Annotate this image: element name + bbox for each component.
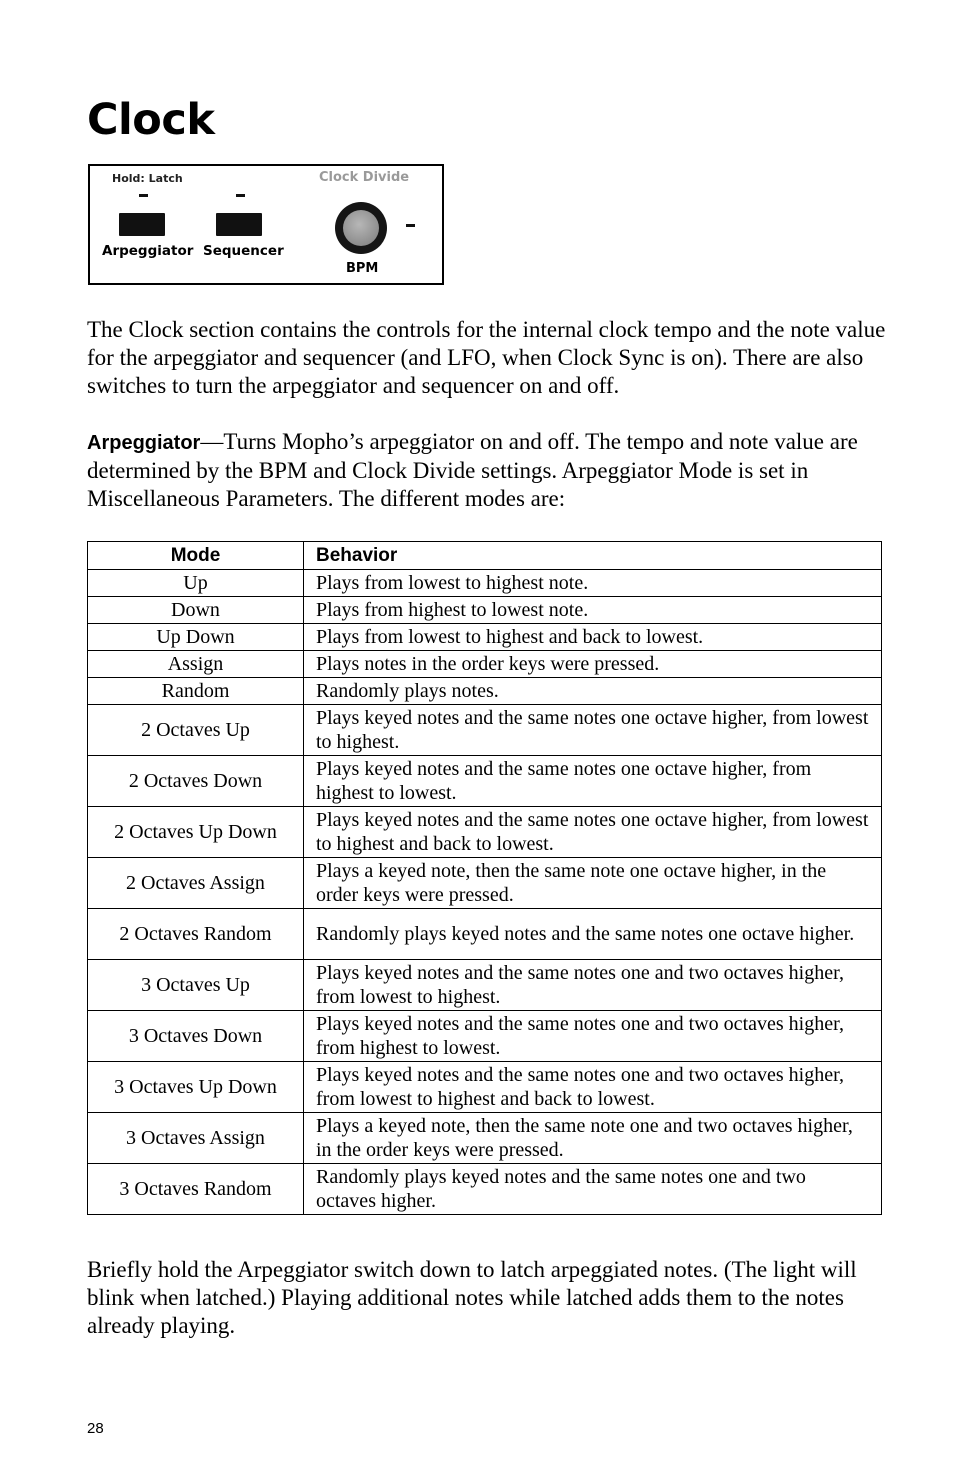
table-row (88, 678, 882, 705)
mode-cell: Up (88, 570, 304, 597)
header-behavior: Behavior (304, 542, 882, 570)
mode-cell: 2 Octaves Up (88, 705, 304, 756)
arpeggiator-modes-table (87, 541, 882, 1215)
behavior-cell: Plays keyed notes and the same notes one octave higher, from lowest to highest. (304, 705, 882, 756)
behavior-cell: Plays keyed notes and the same notes one and two octaves higher, from lowest to highest. (304, 960, 882, 1011)
mode-cell: 2 Octaves Random (88, 909, 304, 960)
behavior-cell: Plays from lowest to highest note. (304, 570, 882, 597)
behavior-cell: Plays keyed notes and the same notes one and two octaves higher, from lowest to highest and back to lowest. (304, 1062, 882, 1113)
page-number: 28 (87, 1420, 104, 1437)
behavior-cell: Plays from lowest to highest and back to lowest. (304, 624, 882, 651)
mode-cell: Random (88, 678, 304, 705)
arpeggiator-term: Arpeggiator (87, 432, 201, 454)
behavior-cell: Plays keyed notes and the same notes one octave higher, from highest to lowest. (304, 756, 882, 807)
latch-paragraph: Briefly hold the Arpeggiator switch down to latch arpeggiated notes. (The light will blink when latched.) Playing additional notes while latched adds them to the notes already playing. (87, 1257, 857, 1338)
behavior-cell: Plays a keyed note, then the same note one and two octaves higher, in the order keys were pressed. (304, 1113, 882, 1164)
clock-led (406, 224, 415, 227)
behavior-cell: Randomly plays keyed notes and the same notes one octave higher. (304, 909, 882, 960)
table-row (88, 624, 882, 651)
bpm-label: BPM (346, 261, 379, 276)
behavior-cell: Plays keyed notes and the same notes one and two octaves higher, from highest to lowest. (304, 1011, 882, 1062)
table-row (88, 858, 882, 909)
arpeggiator-led (139, 194, 148, 197)
table-row (88, 570, 882, 597)
table-row (88, 1113, 882, 1164)
table-row (88, 756, 882, 807)
mode-cell: 3 Octaves Up (88, 960, 304, 1011)
table-row (88, 960, 882, 1011)
behavior-cell: Plays from highest to lowest note. (304, 597, 882, 624)
behavior-cell: Randomly plays keyed notes and the same notes one and two octaves higher. (304, 1164, 882, 1215)
mode-cell: Up Down (88, 624, 304, 651)
intro-paragraph: The Clock section contains the controls for the internal clock tempo and the note value for the arpeggiator and sequencer (and LFO, when Clock Sync is on). There are also switches to turn the arpeggiator and sequencer on and off. (87, 317, 886, 398)
mode-cell: 3 Octaves Down (88, 1011, 304, 1062)
mode-cell: 3 Octaves Random (88, 1164, 304, 1215)
mode-cell: 2 Octaves Down (88, 756, 304, 807)
table-row (88, 1164, 882, 1215)
mode-cell: Assign (88, 651, 304, 678)
mode-cell: 3 Octaves Up Down (88, 1062, 304, 1113)
table-row (88, 597, 882, 624)
table-row (88, 651, 882, 678)
arpeggiator-description: —Turns Mopho’s arpeggiator on and off. The tempo and note value are determined by the BPM and Clock Divide settings. Arpeggiator Mode is set in Miscellaneous Parameters. The different modes are: (87, 429, 858, 511)
table-row (88, 807, 882, 858)
arpeggiator-switch (119, 213, 165, 236)
header-mode: Mode (88, 542, 304, 570)
table-row (88, 1011, 882, 1062)
table-row (88, 705, 882, 756)
sequencer-label: Sequencer (203, 243, 284, 259)
table-row (88, 1062, 882, 1113)
mode-cell: 2 Octaves Up Down (88, 807, 304, 858)
behavior-cell: Plays notes in the order keys were pressed. (304, 651, 882, 678)
page-title: Clock (87, 95, 215, 145)
arpeggiator-paragraph (87, 428, 887, 513)
table-row (88, 909, 882, 960)
behavior-cell: Plays keyed notes and the same notes one octave higher, from lowest to highest and back to lowest. (304, 807, 882, 858)
mode-cell: Down (88, 597, 304, 624)
mode-cell: 3 Octaves Assign (88, 1113, 304, 1164)
hold-latch-label: Hold: Latch (112, 172, 183, 185)
clock-divide-label: Clock Divide (319, 170, 410, 185)
arpeggiator-label: Arpeggiator (102, 243, 194, 259)
bpm-knob (335, 202, 387, 254)
behavior-cell: Plays a keyed note, then the same note one octave higher, in the order keys were pressed. (304, 858, 882, 909)
mode-cell: 2 Octaves Assign (88, 858, 304, 909)
table-header-row (88, 542, 882, 570)
behavior-cell: Randomly plays notes. (304, 678, 882, 705)
sequencer-led (236, 194, 245, 197)
clock-panel-diagram (88, 164, 444, 285)
sequencer-switch (216, 213, 262, 236)
